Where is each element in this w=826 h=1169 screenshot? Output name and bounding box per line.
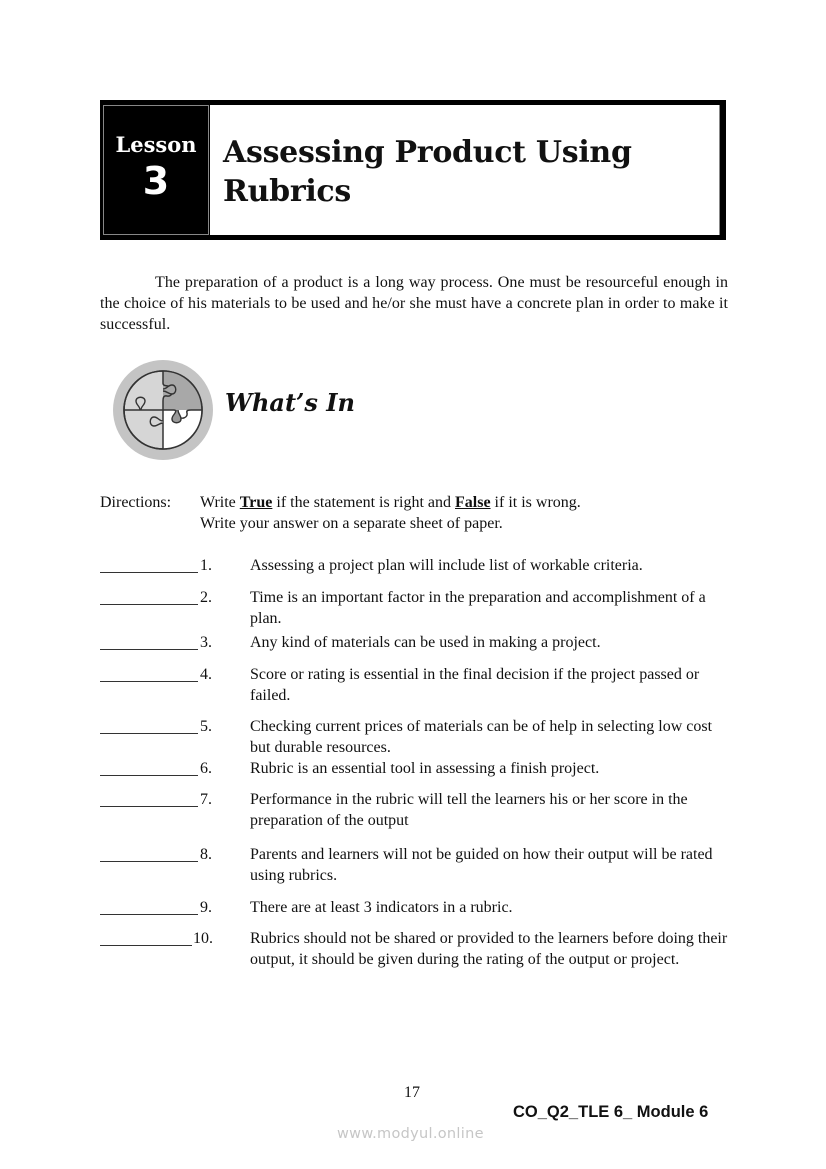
question-text: Parents and learners will not be guided on how their output will be rated using rubrics.	[250, 846, 713, 884]
question-number: 9.	[200, 899, 212, 916]
question-text: Checking current prices of materials can be of help in selecting low cost but durable resources.	[250, 718, 713, 756]
answer-blank[interactable]	[100, 759, 198, 776]
question-number: 10.	[193, 930, 213, 947]
lesson-label: Lesson	[115, 132, 197, 157]
answer-blank[interactable]	[100, 633, 198, 650]
lesson-number: 3	[142, 159, 170, 203]
question-number: 1.	[200, 557, 212, 574]
module-code: CO_Q2_TLE 6_ Module 6	[513, 1103, 709, 1121]
true-keyword: True	[239, 494, 273, 511]
question-number: 7.	[200, 791, 212, 808]
directions-text: if it is wrong.	[490, 494, 581, 511]
question-text: Rubric is an essential tool in assessing a finish project.	[250, 760, 600, 777]
watermark: www.modyul.online	[337, 1126, 484, 1142]
lesson-header	[100, 100, 726, 240]
directions-line-1	[200, 493, 740, 514]
lesson-title-block	[209, 105, 720, 235]
answer-blank[interactable]	[100, 717, 198, 734]
answer-blank[interactable]	[100, 929, 192, 946]
directions-text: Write	[200, 494, 240, 511]
question-text: Performance in the rubric will tell the learners his or her score in the preparation of the output	[250, 791, 688, 829]
answer-blank[interactable]	[100, 898, 198, 915]
lesson-number-block	[103, 105, 209, 235]
section-title-whats-in: What’s In	[225, 388, 355, 417]
answer-blank[interactable]	[100, 790, 198, 807]
answer-blank[interactable]	[100, 665, 198, 682]
directions-body	[200, 493, 740, 534]
lesson-title-line2: Rubrics	[223, 174, 351, 209]
directions-line-2: Write your answer on a separate sheet of paper.	[200, 514, 503, 532]
lesson-title	[223, 133, 719, 211]
question-number: 2.	[200, 589, 212, 606]
question-text: There are at least 3 indicators in a rubric.	[250, 899, 513, 916]
question-number: 4.	[200, 666, 212, 683]
question-text: Rubrics should not be shared or provided to the learners before doing their output, it should be given during the rating of the output or project.	[250, 930, 728, 968]
question-number: 5.	[200, 718, 212, 735]
question-number: 8.	[200, 846, 212, 863]
false-keyword: False	[455, 494, 491, 511]
page-number: 17	[404, 1084, 420, 1101]
directions-label: Directions:	[100, 494, 172, 511]
intro-paragraph	[100, 272, 728, 335]
question-text: Assessing a project plan will include list of workable criteria.	[250, 557, 643, 574]
question-number: 3.	[200, 634, 212, 651]
puzzle-icon	[112, 359, 214, 461]
question-number: 6.	[200, 760, 212, 777]
answer-blank[interactable]	[100, 845, 198, 862]
question-text: Any kind of materials can be used in making a project.	[250, 634, 601, 651]
question-text: Score or rating is essential in the final decision if the project passed or failed.	[250, 666, 700, 704]
answer-blank[interactable]	[100, 556, 198, 573]
directions-text: if the statement is right and	[272, 494, 455, 511]
lesson-title-line1: Assessing Product Using	[223, 135, 632, 170]
intro-text: The preparation of a product is a long way process. One must be resourceful enough in the choice of his materials to be used and he/or she must have a concrete plan in order to make it successful.	[100, 274, 728, 333]
question-text: Time is an important factor in the preparation and accomplishment of a plan.	[250, 589, 706, 627]
answer-blank[interactable]	[100, 588, 198, 605]
